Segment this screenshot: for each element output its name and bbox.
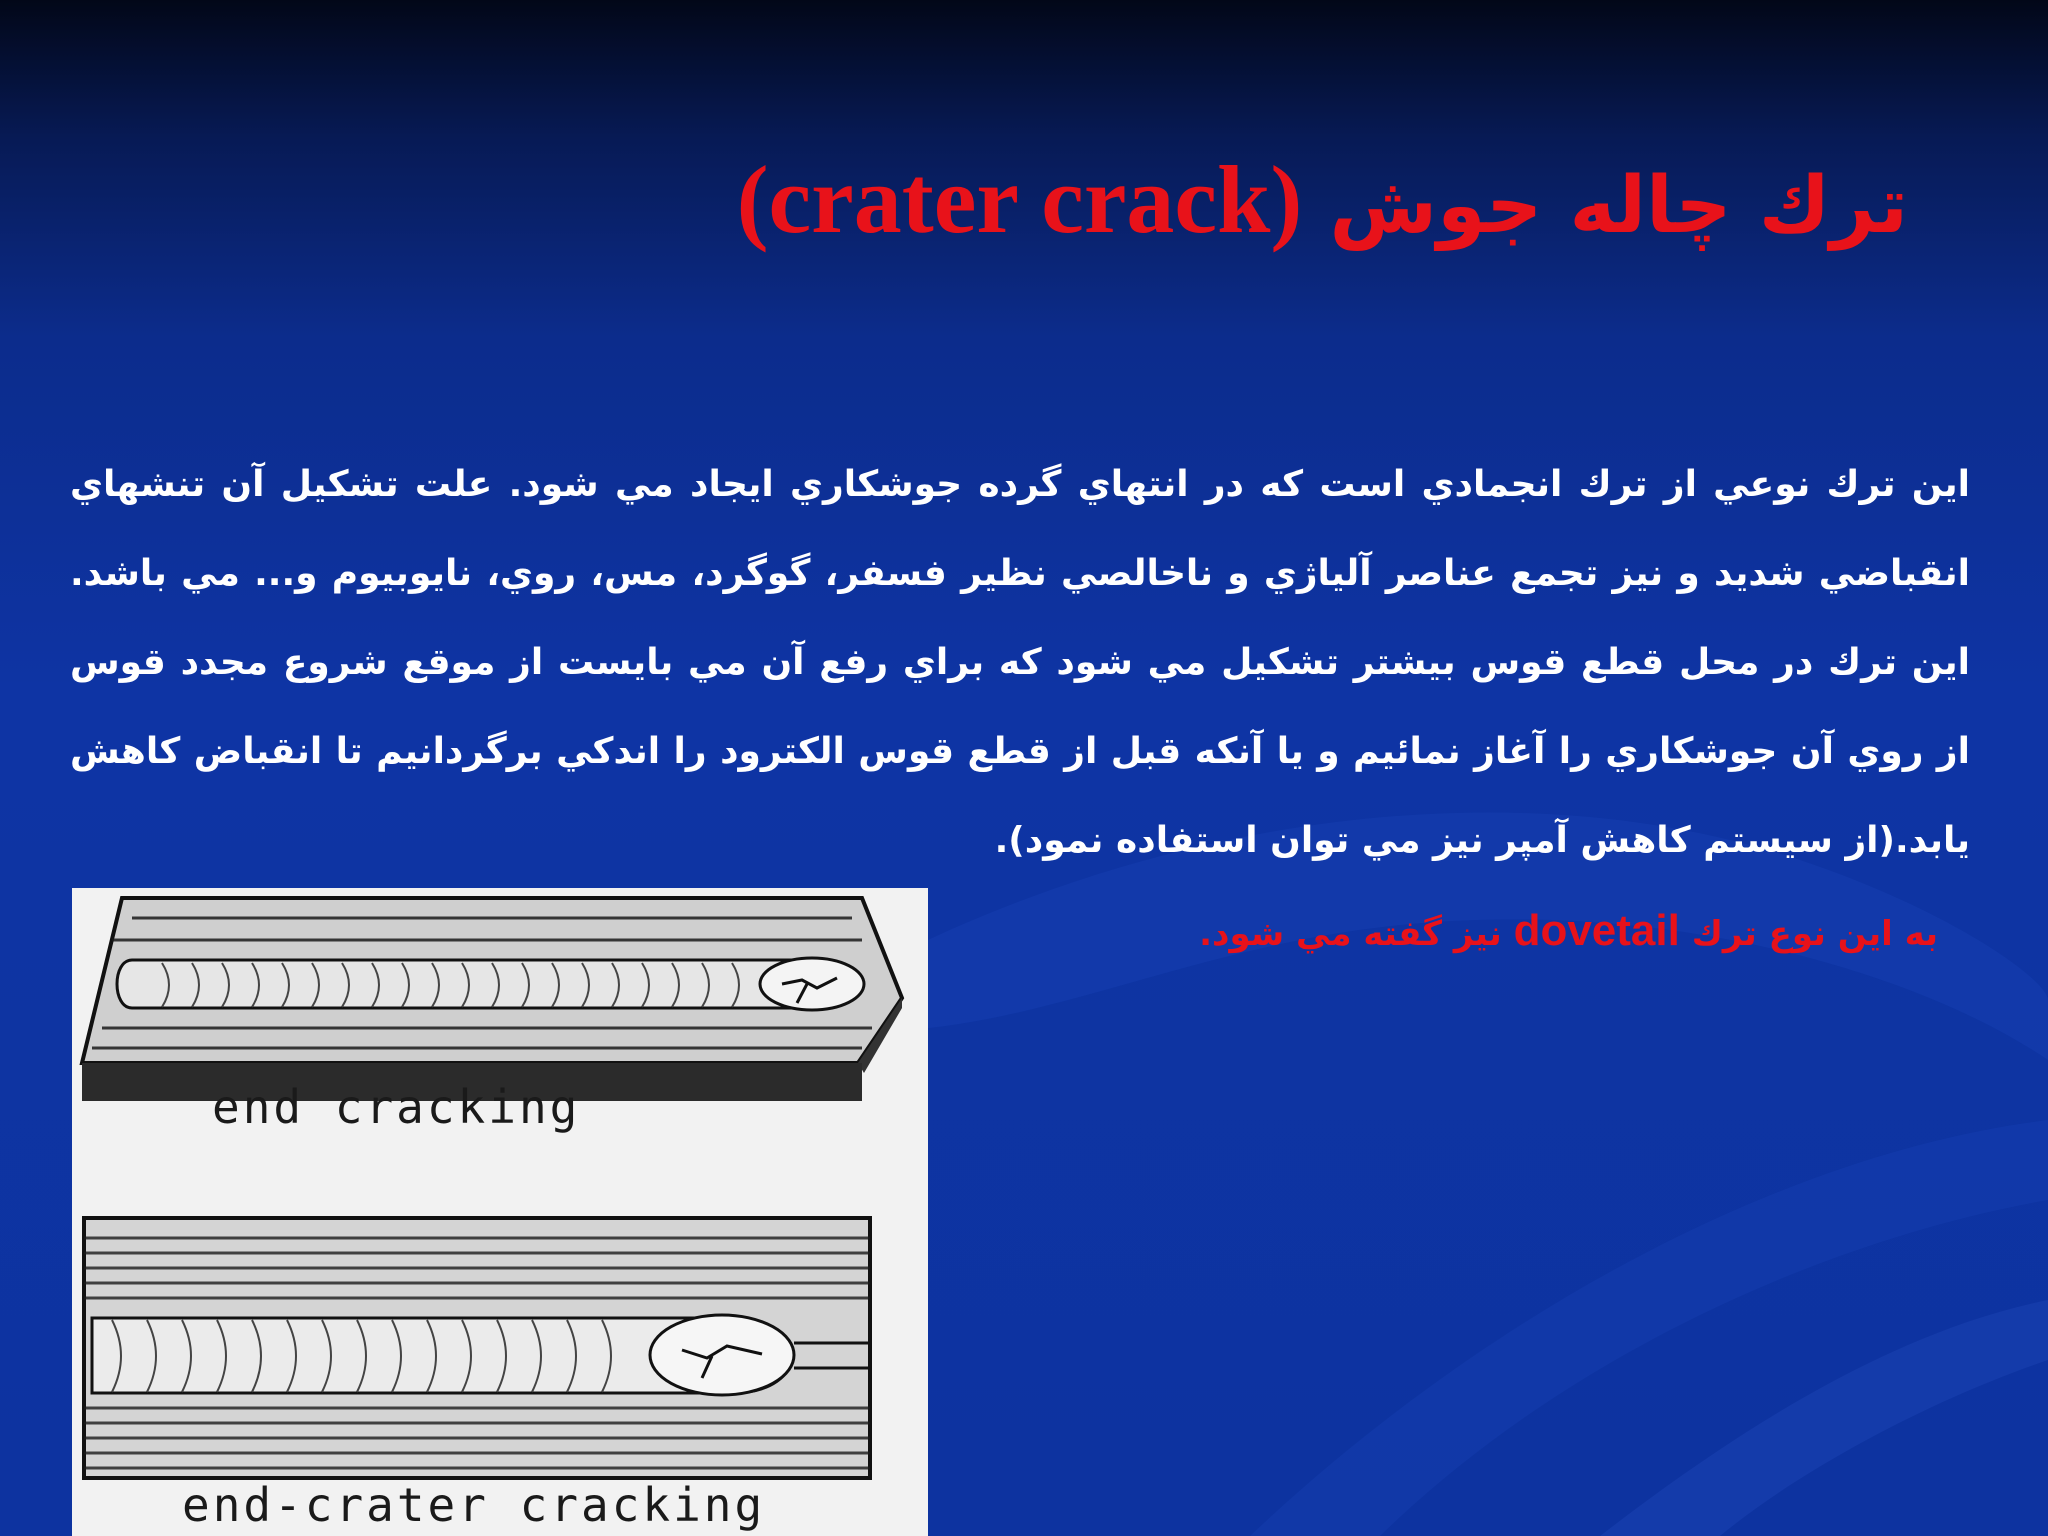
end-cracking-drawing <box>82 898 902 1101</box>
note-term: dovetail <box>1513 906 1680 955</box>
dovetail-note <box>1199 906 1938 956</box>
end-crater-cracking-drawing <box>84 1218 870 1478</box>
body-paragraph: اين ترك نوعي از ترك انجمادي است كه در انتهاي گرده جوشكاري ايجاد مي شود. علت تشكيل آن تنشهاي انقباضي شديد و نيز تجمع عناصر آلياژي و ناخالصي نظير فسفر، گوگرد، مس، روي، نايوبيوم و... مي باشد. اين ترك در محل قطع قوس بيشتر تشكيل مي شود كه براي رفع آن مي بايست از موقع شروع مجدد قوس از روي آن جوشكاري را آغاز نمائيم و يا آنكه قبل از قطع قوس الكترود را اندكي برگردانيم تا انقباض كاهش يابد.(از سيستم كاهش آمپر نيز مي توان استفاده نمود). <box>70 464 1970 861</box>
note-before: به اين نوع ترك <box>1691 914 1938 954</box>
note-after: نيز گفته مي شود. <box>1199 914 1502 954</box>
title-english: (crater crack) <box>736 146 1303 253</box>
caption-end-cracking: end cracking <box>212 1080 581 1134</box>
crack-illustration <box>72 888 928 1536</box>
title-persian: ترك چاله جوش <box>1329 161 1908 251</box>
weld-drawings <box>72 888 928 1536</box>
slide-title <box>736 146 1908 256</box>
caption-end-crater-cracking: end-crater cracking <box>182 1478 766 1532</box>
